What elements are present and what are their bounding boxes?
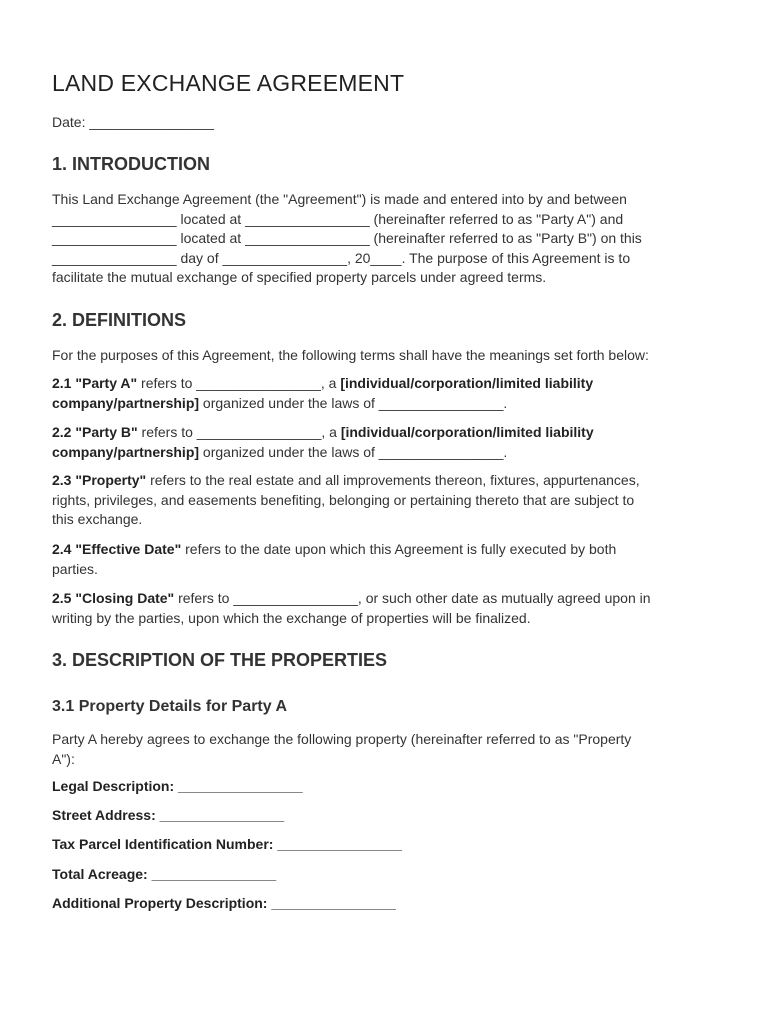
intro-line-1: This Land Exchange Agreement (the "Agreement") is made and entered into by and between xyxy=(52,191,627,207)
section-1-heading: 1. INTRODUCTION xyxy=(52,154,211,174)
definition-text: organized under the laws of ________________. xyxy=(199,394,508,411)
definition-closing-date-line-2: writing by the parties, upon which the exchange of properties will be finalized. xyxy=(52,609,531,626)
intro-line-4: ________________ day of ________________, 20____. The purpose of this Agreement is to xyxy=(52,249,631,266)
definition-text: refers to the date upon which this Agreement is fully executed by both xyxy=(181,541,617,557)
definition-party-b-line-2 xyxy=(52,443,507,463)
term-closing-date: 2.5 "Closing Date" xyxy=(52,590,175,606)
legal-description-field: Legal Description: ________________ xyxy=(52,778,303,794)
definition-text: refers to ________________, or such other date as mutually agreed upon in xyxy=(174,590,651,606)
definition-effective-date-line-1 xyxy=(52,540,616,560)
entity-type-options: company/partnership] xyxy=(52,394,200,411)
definition-closing-date-line-1 xyxy=(52,589,651,609)
street-address-field: Street Address: ________________ xyxy=(52,807,285,823)
definition-property-line-1 xyxy=(52,471,640,491)
tax-parcel-id-field: Tax Parcel Identification Number: ________________ xyxy=(52,836,402,852)
total-acreage-field: Total Acreage: ________________ xyxy=(52,866,277,882)
term-property: 2.3 "Property" xyxy=(52,472,147,488)
definition-effective-date-line-2: parties. xyxy=(52,560,98,577)
term-party-b: 2.2 "Party B" xyxy=(52,424,138,440)
additional-description-field: Additional Property Description: ________________ xyxy=(52,895,396,911)
section-2-heading: 2. DEFINITIONS xyxy=(52,310,187,330)
subsection-3-1-heading: 3.1 Property Details for Party A xyxy=(52,698,288,715)
section-3-heading: 3. DESCRIPTION OF THE PROPERTIES xyxy=(52,650,388,670)
definition-property-line-2: rights, privileges, and easements benefiting, belonging or pertaining thereto that are subject to xyxy=(52,491,635,508)
definition-property-line-3: this exchange. xyxy=(52,511,143,527)
definition-party-a-line-1 xyxy=(52,374,593,394)
entity-type-options: company/partnership] xyxy=(52,443,200,460)
property-a-intro-line-2: A"): xyxy=(52,750,75,767)
definition-text: refers to ________________, a xyxy=(137,424,341,440)
definition-text: organized under the laws of ________________. xyxy=(199,443,508,460)
definition-text: refers to the real estate and all improvements thereon, fixtures, appurtenances, xyxy=(146,472,640,488)
entity-type-options: [individual/corporation/limited liability xyxy=(340,424,594,440)
definition-text: refers to ________________, a xyxy=(137,375,341,391)
property-a-intro-line-1: Party A hereby agrees to exchange the following property (hereinafter referred to as "Property xyxy=(52,731,632,747)
intro-line-2: ________________ located at ________________ (hereinafter referred to as "Party A") and xyxy=(52,210,624,227)
term-party-a: 2.1 "Party A" xyxy=(52,375,138,391)
definition-party-b-line-1 xyxy=(52,423,594,443)
term-effective-date: 2.4 "Effective Date" xyxy=(52,541,182,557)
definition-party-a-line-2 xyxy=(52,394,507,414)
date-field: Date: ________________ xyxy=(52,114,214,130)
intro-line-3: ________________ located at ________________ (hereinafter referred to as "Party B") on this xyxy=(52,230,642,246)
intro-line-5: facilitate the mutual exchange of specified property parcels under agreed terms. xyxy=(52,269,547,285)
entity-type-options: [individual/corporation/limited liability xyxy=(340,375,594,391)
document-title: LAND EXCHANGE AGREEMENT xyxy=(52,70,405,96)
definitions-intro: For the purposes of this Agreement, the following terms shall have the meanings set forth below: xyxy=(52,347,649,363)
